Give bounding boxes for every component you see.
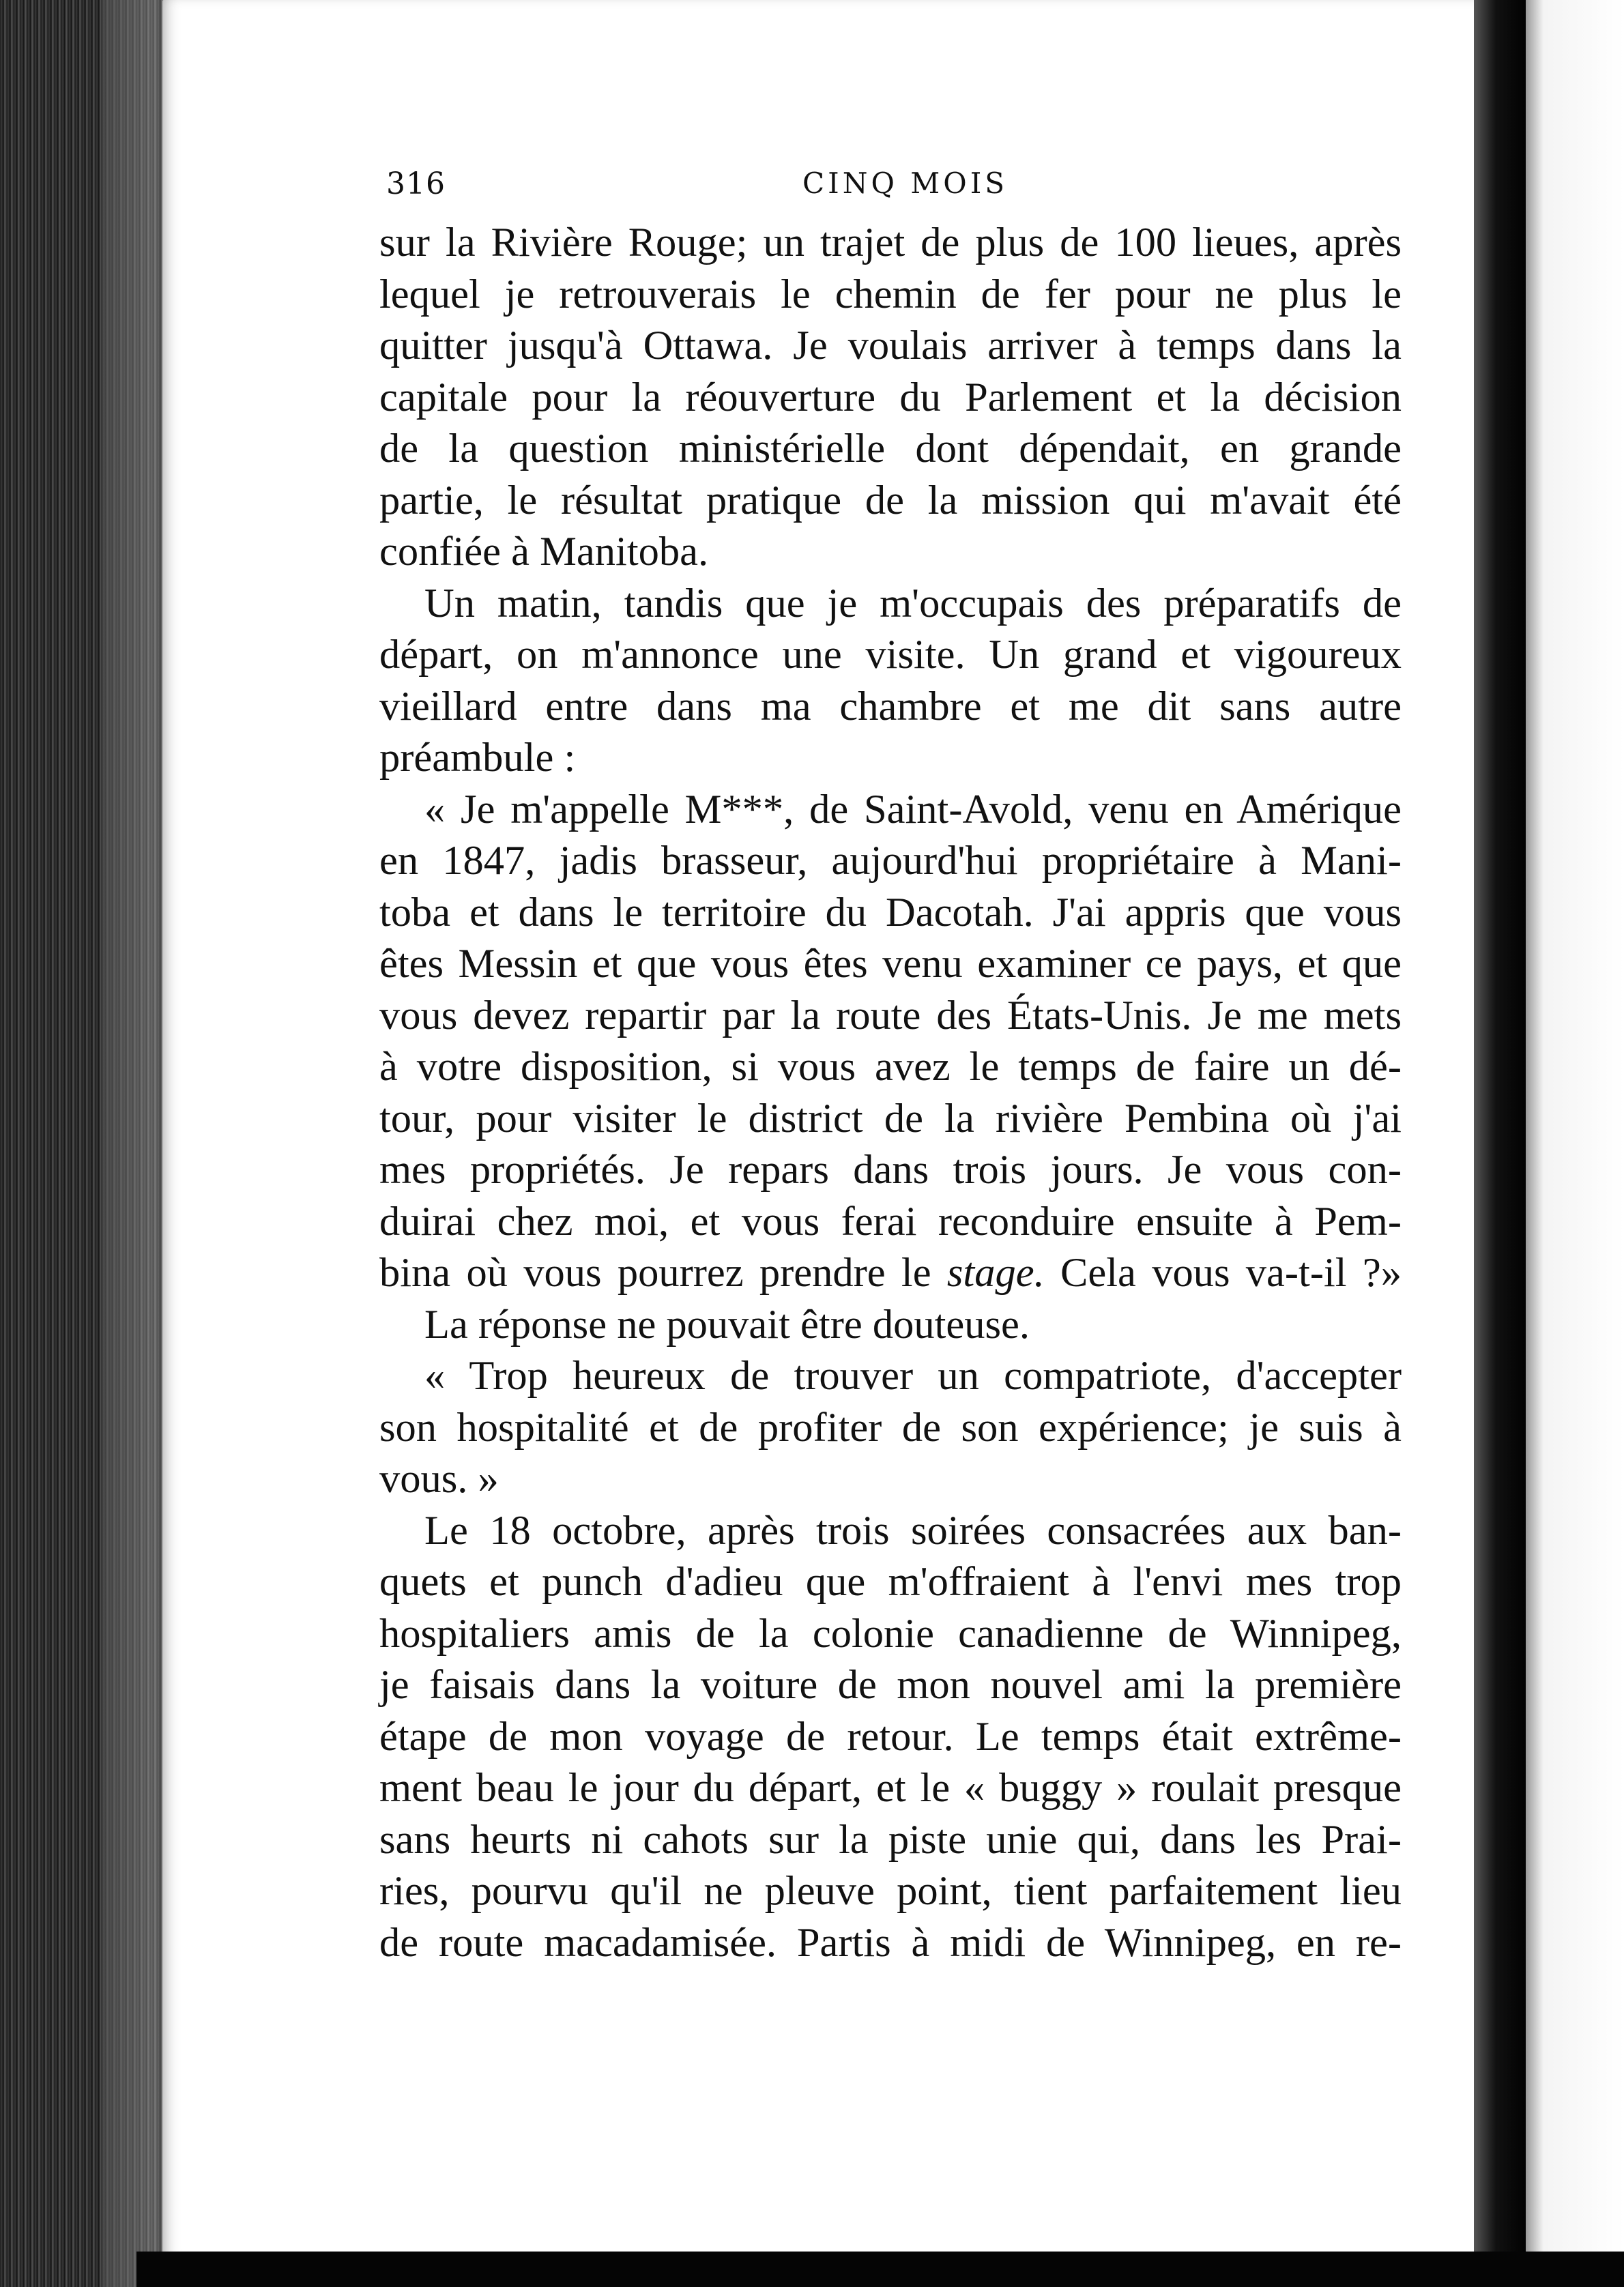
- text-line: sans heurts ni cahots sur la piste unie qui, dans les Prai-: [379, 1816, 1402, 1863]
- text-line: son hospitalité et de profiter de son expérience; je suis à: [379, 1404, 1402, 1451]
- text-line: confiée à Manitoba.: [379, 529, 709, 574]
- text-line: « Trop heureux de trouver un compatriote, d'accepter: [424, 1353, 1402, 1399]
- text-line: mes propriétés. Je repars dans trois jours. Je vous con-: [379, 1147, 1402, 1193]
- text-line: quets et punch d'adieu que m'offraient à l'envi mes trop: [379, 1559, 1402, 1605]
- text-line: en 1847, jadis brasseur, aujourd'hui propriétaire à Mani-: [379, 838, 1402, 884]
- text-line: bina où vous pourrez prendre le stage. Cela vous va-t-il ?»: [379, 1250, 1402, 1296]
- text-line: quitter jusqu'à Ottawa. Je voulais arriver à temps dans la: [379, 323, 1402, 368]
- next-page-edge: [1526, 0, 1624, 2287]
- body-text: [379, 217, 1402, 1968]
- text-line: La réponse ne pouvait être douteuse.: [424, 1301, 1030, 1348]
- text-line: Le 18 octobre, après trois soirées consacrées aux ban-: [424, 1507, 1402, 1554]
- text-line: lequel je retrouverais le chemin de fer pour ne plus le: [379, 271, 1402, 317]
- text-line: tour, pour visiter le district de la rivière Pembina où j'ai: [379, 1095, 1402, 1141]
- text-line: vieillard entre dans ma chambre et me dit sans autre: [379, 683, 1402, 729]
- book-gutter: [1474, 0, 1528, 2287]
- page-header: [386, 161, 1396, 209]
- page-number: 316: [386, 166, 446, 201]
- text-line: je faisais dans la voiture de mon nouvel ami la première: [379, 1662, 1402, 1708]
- scan-bottom-border: [136, 2252, 1624, 2287]
- text-line: ment beau le jour du départ, et le « buggy » roulait presque: [379, 1765, 1402, 1811]
- text-line: hospitaliers amis de la colonie canadienne de Winnipeg,: [379, 1610, 1402, 1657]
- text-line: êtes Messin et que vous êtes venu examiner ce pays, et que: [379, 941, 1402, 987]
- text-line: duirai chez moi, et vous ferai reconduire ensuite à Pem-: [379, 1198, 1402, 1244]
- text-line: de la question ministérielle dont dépendait, en grande: [379, 426, 1402, 471]
- text-line: ries, pourvu qu'il ne pleuve point, tient parfaitement lieu: [379, 1868, 1402, 1914]
- text-line: à votre disposition, si vous avez le temps de faire un dé-: [379, 1044, 1402, 1090]
- text-line: vous devez repartir par la route des États-Unis. Je me mets: [379, 992, 1402, 1038]
- text-line: sur la Rivière Rouge; un trajet de plus de 100 lieues, après: [379, 220, 1402, 265]
- text-line: étape de mon voyage de retour. Le temps était extrême-: [379, 1713, 1402, 1760]
- text-line: départ, on m'annonce une visite. Un grand et vigoureux: [379, 632, 1402, 678]
- text-line: toba et dans le territoire du Dacotah. J'ai appris que vous: [379, 889, 1402, 935]
- text-line: de route macadamisée. Partis à midi de Winnipeg, en re-: [379, 1919, 1402, 1966]
- text-line: préambule :: [379, 735, 576, 781]
- text-line: Un matin, tandis que je m'occupais des préparatifs de: [424, 580, 1402, 626]
- text-line: vous. »: [379, 1456, 499, 1502]
- running-head: CINQ MOIS: [802, 166, 1009, 200]
- text-line: « Je m'appelle M***, de Saint-Avold, venu en Amérique: [424, 786, 1402, 832]
- text-line: capitale pour la réouverture du Parlement et la décision: [379, 374, 1402, 420]
- text-line: partie, le résultat pratique de la mission qui m'avait été: [379, 477, 1402, 523]
